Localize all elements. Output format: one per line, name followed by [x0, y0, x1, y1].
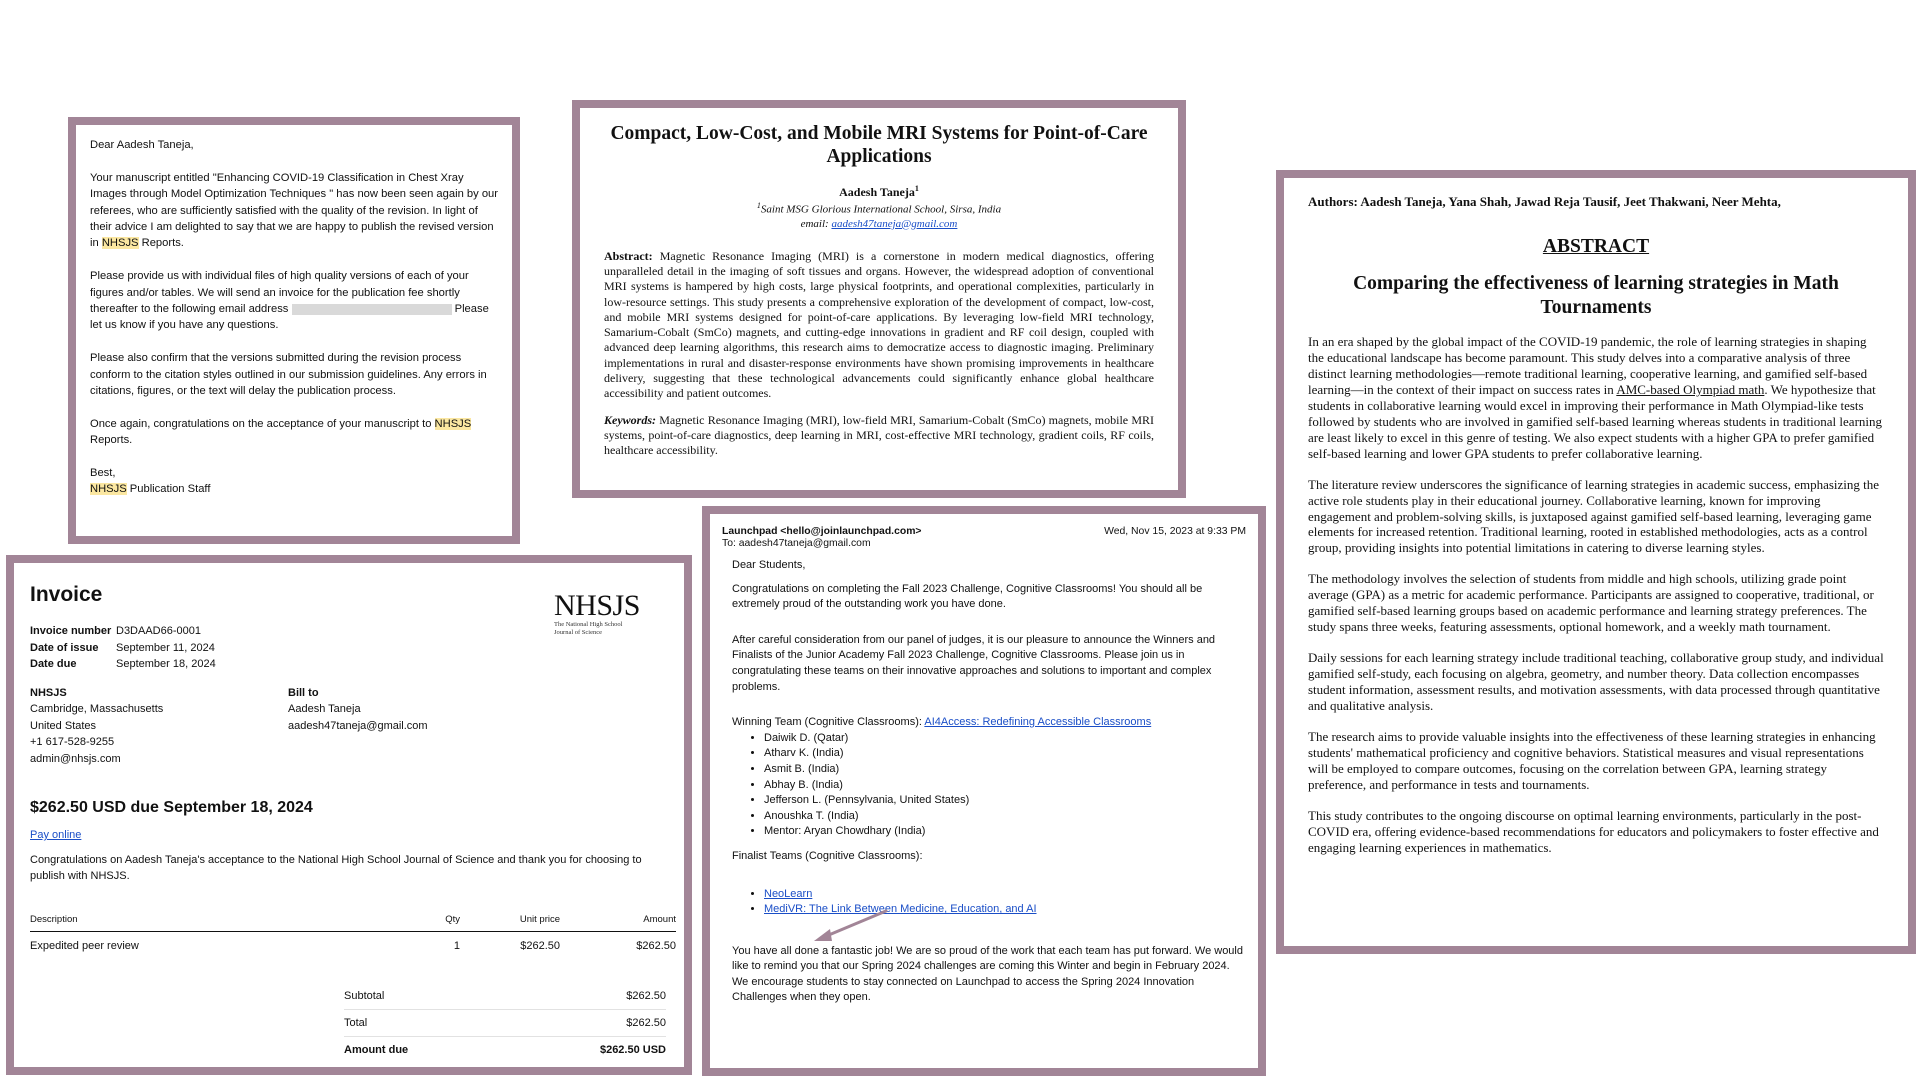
paper-author: Aadesh Taneja$^1$: [839, 184, 919, 199]
nhsjs-logo: NHSJS The National High School Journal of Science: [554, 589, 640, 636]
annotation-arrow-icon: [810, 907, 890, 947]
list-item: • Jefferson L. (Pennsylvania, United States): [764, 793, 1246, 809]
column-description: Description: [30, 914, 410, 932]
subtotal-row: Subtotal $262.50: [344, 983, 666, 1010]
finalist-link-medivr[interactable]: MediVR: The Link Between Medicine, Education, and AI: [764, 903, 1037, 916]
paper-abstract: Abstract: Magnetic Resonance Imaging (MRI) is a cornerstone in modern medical diagnostics, offering unparalleled detail in the imaging of soft tissues and organs. However, the widespread adoption of conventional MRI systems is hampered by high costs, large physical footprints, and operational complexities, particularly in low-resource settings. This study presents a comprehensive exploration of the development of compact, low-cost, and mobile MRI systems designed for point-of-care applications. By leveraging low-field MRI technology, Samarium-Cobalt (SmCo) magnets, and cutting-edge innovations in gradient and RF coil design, coupled with advanced deep learning algorithms, this research aims to democratize access to diagnostic imaging. Preliminary implementations in rural and disaster-response environments have shown promising improvements in healthcare delivery, suggesting that these technological advancements could significantly enhance global healthcare accessibility and patient outcomes.: [604, 248, 1154, 401]
table-row: Expedited peer review 1 $262.50 $262.50: [30, 940, 676, 952]
email-header: [722, 526, 1246, 538]
invoice-meta-row: Date of issue September 11, 2024: [30, 641, 215, 654]
list-item: [764, 887, 1246, 903]
paper-authors: Authors: Aadesh Taneja, Yana Shah, Jawad Reja Tausif, Jeet Thakwani, Neer Mehta,: [1308, 194, 1781, 209]
email-sender: Launchpad <hello@joinlaunchpad.com>: [722, 526, 922, 537]
abstract-heading: ABSTRACT: [1542, 236, 1650, 257]
list-item: • Atharv K. (India): [764, 746, 1246, 762]
invoice-title: Invoice: [30, 583, 103, 606]
paper-title: Comparing the effectiveness of learning strategies in Math Tournaments: [1353, 273, 1839, 318]
invoice-meta-row: Date due September 18, 2024: [30, 658, 216, 670]
column-amount: Amount: [560, 914, 676, 932]
math-paper: [1276, 170, 1916, 954]
abstract-paragraph-4: Daily sessions for each learning strategy include traditional teaching, collaborative group study, and individual gamified self-study, each focusing on algebra, geometry, and number theory. Data collection encompasses student information, assessment results, and motivation assessments, with data processed through quantitative and qualitative analysis.: [1308, 650, 1884, 714]
paper-title: Compact, Low-Cost, and Mobile MRI Systems for Point-of-Care Applications: [610, 123, 1148, 167]
winning-team-link[interactable]: AI4Access: Redefining Accessible Classrooms: [924, 716, 1152, 729]
bill-to-address: Bill to Aadesh Taneja aadesh47taneja@gmail.com: [288, 686, 428, 732]
letter-paragraph-4: Once again, congratulations on the acceptance of your manuscript to NHSJS Reports.: [90, 417, 472, 447]
mri-paper: [572, 100, 1186, 498]
finalist-link-neolearn[interactable]: NeoLearn: [764, 887, 813, 900]
launchpad-email: [702, 506, 1266, 1076]
journal-highlight: NHSJS: [90, 483, 127, 496]
paper-affiliation: $^1$Saint MSG Glorious International School, Sirsa, India: [756, 201, 1002, 216]
finalist-label: Finalist Teams (Cognitive Classrooms):: [732, 849, 923, 862]
acceptance-letter: [68, 117, 520, 544]
letter-greeting: Dear Aadesh Taneja,: [90, 139, 194, 151]
invoice-line-items: [30, 914, 676, 956]
paper-keywords: Keywords: Magnetic Resonance Imaging (MRI), low-field MRI, Samarium-Cobalt (SmCo) magnets, mobile MRI systems, point-of-care diagnostics, deep learning in MRI, cost-effective MRI technology, gradient coils, RF coils, healthcare accessibility.: [604, 412, 1154, 458]
winning-team-line: Winning Team (Cognitive Classrooms): AI4Access: Redefining Accessible Classrooms: [732, 716, 1152, 729]
column-qty: Qty: [410, 914, 460, 932]
sender-address: NHSJS Cambridge, Massachusetts United States +1 617-528-9255 admin@nhsjs.com: [30, 686, 164, 765]
email-body: [722, 558, 1246, 1006]
invoice: [6, 555, 692, 1075]
email-closing: You have all done a fantastic job! We are so proud of the work that each team has put forward. We would like to remind you that our Spring 2024 challenges are coming this Winter and begin in February 2024. We encourage students to stay connected on Launchpad to access the Spring 2024 Innovation Challenges when they open.: [732, 944, 1243, 1004]
letter-paragraph-1: Your manuscript entitled "Enhancing COVID-19 Classification in Chest Xray Images through Model Optimization Techniques " has now been seen again by our referees, who are sufficiently satisfied with the quality of the revision. In light of their advice I am delighted to say that we are happy to publish the revised version in NHSJS Reports.: [90, 171, 499, 250]
amount-due-row: Amount due $262.50 USD: [344, 1044, 666, 1056]
abstract-paragraph-6: This study contributes to the ongoing discourse on optimal learning environments, particularly in the post-COVID era, offering evidence-based recommendations for educators and policymakers to foster effective and engaging learning experiences in mathematics.: [1308, 807, 1879, 855]
invoice-meta-row: Invoice number D3DAAD66-0001: [30, 625, 201, 637]
winners-list: [732, 731, 1246, 840]
letter-signoff: Best, NHSJS Publication Staff: [90, 467, 211, 496]
paper-email: email: aadesh47taneja@gmail.com: [800, 217, 958, 230]
letter-paragraph-2: Please provide us with individual files of high quality versions of each of your figures and/or tables. We will send an invoice for the publication fee shortly thereafter to the following email address Please let us know if you have any questions.: [90, 270, 489, 332]
pay-online-link[interactable]: Pay online: [30, 829, 82, 841]
list-item: • Anoushka T. (India): [764, 809, 1246, 825]
invoice-totals: [344, 983, 666, 1063]
journal-highlight: NHSJS: [101, 237, 139, 250]
redacted-email: [292, 304, 452, 315]
abstract-paragraph-1: In an era shaped by the global impact of the COVID-19 pandemic, the role of learning strategies in shaping the educational landscape has become paramount. This study delves into a comparative analysis of three distinct learning methodologies—remote traditional learning, cooperative learning, and gamified self-based learning—in the context of their impact on success rates in AMC-based Olympiad math. We hypothesize that students in collaborative learning would excel in improving their performance in Math Olympiad-like tests followed by students who are involved in gamified self-based learning whereas students in traditional learning are least likely to excel in this genre of testing. We also expect students with a higher GPA to prefer gamified self-based learning and lower GPA students to prefer collaborative learning.: [1308, 334, 1883, 461]
list-item: • Mentor: Aryan Chowdhary (India): [764, 824, 1246, 840]
email-greeting: Dear Students,: [732, 559, 806, 571]
total-row: Total $262.50: [344, 1010, 666, 1037]
email-paragraph-2: After careful consideration from our panel of judges, it is our pleasure to announce the Winners and Finalists of the Junior Academy Fall 2023 Challenge, Cognitive Classrooms. Please join us in congratulating these teams on their innovative approaches and solutions to important and complex problems.: [732, 633, 1216, 693]
list-item: • Abhay B. (India): [764, 778, 1246, 794]
journal-highlight: NHSJS: [434, 417, 472, 430]
abstract-paragraph-3: The methodology involves the selection of students from middle and high schools, utilizing grade point average (GPA) as a metric for academic performance. Participants are assigned to cooperative, traditional, or gamified self-based learning groups based on academic performance and learning strategy preferences. The study spans three weeks, featuring assessments, optional homework, and a weekly math tournament.: [1308, 571, 1874, 635]
author-email-link[interactable]: aadesh47taneja@gmail.com: [831, 217, 958, 230]
list-item: • Asmit B. (India): [764, 762, 1246, 778]
list-item: • Daiwik D. (Qatar): [764, 731, 1246, 747]
column-unit-price: Unit price: [460, 914, 560, 932]
abstract-paragraph-2: The literature review underscores the significance of learning strategies in academic success, emphasizing the active role students play in their educational journey. Collaborative learning, known for improving engagement and problem-solving skills, is juxtaposed against gamified self-based learning, leveraging game elements for increased retention. Traditional learning, rooted in established methodologies, acts as a control group, providing insights into potential limitations in catering to diverse learning styles.: [1308, 476, 1880, 556]
amount-due-heading: $262.50 USD due September 18, 2024: [30, 799, 313, 816]
letter-paragraph-3: Please also confirm that the versions submitted during the revision process conform to the citation styles outlined in our submission guidelines. Any errors in citations, figures, or the text will delay the publication process.: [90, 352, 487, 398]
email-recipient: To: aadesh47taneja@gmail.com: [722, 538, 871, 549]
email-date: Wed, Nov 15, 2023 at 9:33 PM: [1104, 526, 1246, 537]
abstract-paragraph-5: The research aims to provide valuable insights into the effectiveness of these learning strategies in enhancing students' mathematical proficiency and cognitive behaviors. Statistical measures and visual representations will be employed to compare outcomes, focusing on the correlation between GPA, learning strategy preference, and performance in tests and tournaments.: [1308, 729, 1876, 792]
amc-olympiad-link[interactable]: AMC-based Olympiad math: [1616, 381, 1765, 397]
invoice-addresses: [30, 685, 664, 768]
email-paragraph-1: Congratulations on completing the Fall 2023 Challenge, Cognitive Classrooms! You should all be extremely proud of the outstanding work you have done.: [732, 582, 1203, 611]
invoice-note: Congratulations on Aadesh Taneja's acceptance to the National High School Journal of Science and thank you for choosing to publish with NHSJS.: [30, 854, 642, 882]
